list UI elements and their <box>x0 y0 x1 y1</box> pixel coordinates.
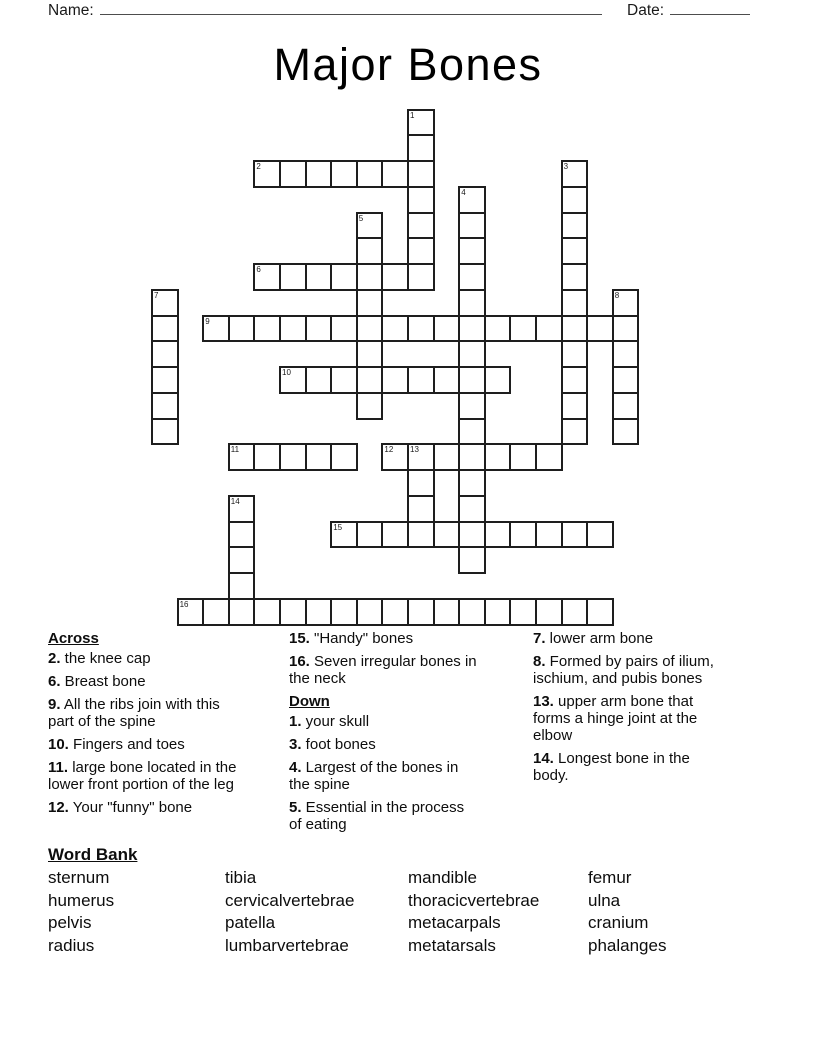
clue-12 <box>48 799 244 816</box>
word-bank-item: radius <box>48 935 95 955</box>
word-bank-item: mandible <box>408 868 477 887</box>
word-bank-item: sternum <box>48 868 110 887</box>
cell-number: 2 <box>256 162 261 172</box>
grid-cell <box>561 289 589 317</box>
word-bank-item: lumbarvertebrae <box>225 935 349 955</box>
grid-cell <box>228 521 256 549</box>
grid-cell <box>612 392 640 420</box>
clue-8 <box>533 653 723 687</box>
word-bank-item: metatarsals <box>408 935 496 955</box>
grid-cell <box>561 315 589 343</box>
clue-number: 7. <box>533 630 546 647</box>
word-bank-item: metacarpals <box>408 913 501 933</box>
clue-text: foot bones <box>301 736 376 753</box>
grid-cell <box>433 443 461 471</box>
grid-cell <box>612 366 640 394</box>
grid-cell <box>279 443 307 471</box>
grid-cell <box>407 212 435 240</box>
clue-text: Formed by pairs of ilium, ischium, and pubis bones <box>533 653 714 687</box>
grid-cell <box>561 521 589 549</box>
grid-cell <box>535 521 563 549</box>
grid-cell <box>381 366 409 394</box>
clue-7 <box>533 630 723 647</box>
grid-cell <box>458 366 486 394</box>
clue-text: upper arm bone that forms a hinge joint at the elbow <box>533 693 698 744</box>
grid-cell <box>407 315 435 343</box>
crossword-grid <box>151 109 638 625</box>
grid-cell <box>458 418 486 446</box>
clue-5 <box>289 799 480 833</box>
grid-cell <box>151 366 179 394</box>
clue-text: Essential in the process of eating <box>289 799 465 833</box>
grid-cell <box>561 160 589 188</box>
word-bank-item: tibia <box>225 868 257 887</box>
grid-cell <box>407 598 435 626</box>
clue-number: 13. <box>533 693 554 710</box>
grid-cell <box>381 521 409 549</box>
clue-6 <box>48 673 244 690</box>
clue-column-2 <box>289 630 480 839</box>
grid-cell <box>458 289 486 317</box>
grid-cell <box>356 392 384 420</box>
clue-number: 15. <box>289 630 310 647</box>
clue-text: Fingers and toes <box>68 736 185 753</box>
grid-cell <box>484 443 512 471</box>
grid-cell <box>458 392 486 420</box>
grid-cell <box>407 109 435 137</box>
grid-cell <box>433 521 461 549</box>
date-blank-line <box>670 1 750 15</box>
grid-cell <box>228 315 256 343</box>
grid-cell <box>253 160 281 188</box>
word-bank-item: patella <box>225 913 276 933</box>
word-bank-item: cervicalvertebrae <box>225 890 355 910</box>
clue-text: Your "funny" bone <box>68 799 193 816</box>
word-bank-item: humerus <box>48 890 115 910</box>
name-blank-line <box>100 1 602 15</box>
grid-cell <box>356 289 384 317</box>
grid-cell <box>561 212 589 240</box>
grid-cell <box>356 160 384 188</box>
grid-cell <box>279 315 307 343</box>
date-label: Date: <box>627 2 665 19</box>
clue-text: large bone located in the lower front portion of the leg <box>48 759 237 793</box>
grid-cell <box>586 315 614 343</box>
grid-cell <box>458 340 486 368</box>
clue-10 <box>48 736 244 753</box>
grid-cell <box>561 186 589 214</box>
cell-number: 5 <box>358 213 364 223</box>
grid-cell <box>535 598 563 626</box>
grid-cell <box>202 315 230 343</box>
grid-cell <box>381 598 409 626</box>
grid-cell <box>151 418 179 446</box>
clue-text: lower arm bone <box>545 630 654 647</box>
grid-cell <box>458 443 486 471</box>
cell-number: 14 <box>230 496 240 506</box>
grid-cell <box>407 366 435 394</box>
clue-number: 8. <box>533 653 546 670</box>
cell-number: 16 <box>179 599 189 609</box>
clue-11 <box>48 759 244 793</box>
word-bank-item: thoracicvertebrae <box>408 890 540 910</box>
grid-cell <box>586 521 614 549</box>
grid-cell <box>253 598 281 626</box>
clue-number: 5. <box>289 799 302 816</box>
clue-number: 1. <box>289 713 302 730</box>
clue-number: 6. <box>48 673 61 690</box>
grid-cell <box>407 469 435 497</box>
grid-cell <box>279 263 307 291</box>
grid-cell <box>433 315 461 343</box>
clue-13 <box>533 693 723 744</box>
grid-cell <box>535 315 563 343</box>
grid-cell <box>407 521 435 549</box>
grid-cell <box>407 443 435 471</box>
page-title: Major Bones <box>273 39 543 90</box>
clue-number: 12. <box>48 799 69 816</box>
clue-text: the knee cap <box>60 650 151 667</box>
grid-cell <box>305 160 333 188</box>
grid-cell <box>330 263 358 291</box>
grid-cell <box>253 443 281 471</box>
grid-cell <box>228 572 256 600</box>
grid-cell <box>612 289 640 317</box>
grid-cell <box>407 186 435 214</box>
grid-cell <box>177 598 205 626</box>
clue-1 <box>289 713 480 730</box>
grid-cell <box>561 237 589 265</box>
grid-cell <box>484 366 512 394</box>
clue-text: Seven irregular bones in the neck <box>289 653 477 687</box>
grid-cell <box>407 263 435 291</box>
name-field <box>48 1 602 20</box>
clue-2 <box>48 650 244 667</box>
grid-cell <box>356 263 384 291</box>
grid-cell <box>407 495 435 523</box>
grid-cell <box>253 315 281 343</box>
grid-cell <box>561 263 589 291</box>
grid-cell <box>433 598 461 626</box>
word-bank-item: phalanges <box>588 935 667 955</box>
clue-3 <box>289 736 480 753</box>
clue-number: 4. <box>289 759 302 776</box>
grid-cell <box>484 598 512 626</box>
name-label: Name: <box>48 2 94 19</box>
grid-cell <box>458 263 486 291</box>
cell-number: 1 <box>410 110 415 120</box>
grid-cell <box>228 546 256 574</box>
clue-number: 10. <box>48 736 69 753</box>
grid-cell <box>305 598 333 626</box>
clue-number: 11. <box>48 759 69 776</box>
grid-cell <box>305 263 333 291</box>
grid-cell <box>458 315 486 343</box>
grid-cell <box>305 366 333 394</box>
clue-number: 16. <box>289 653 310 670</box>
grid-cell <box>228 443 256 471</box>
grid-cell <box>509 598 537 626</box>
grid-cell <box>151 315 179 343</box>
grid-cell <box>330 443 358 471</box>
clue-number: 2. <box>48 650 61 667</box>
clue-4 <box>289 759 480 793</box>
grid-cell <box>381 263 409 291</box>
cell-number: 8 <box>614 290 620 300</box>
grid-cell <box>458 237 486 265</box>
grid-cell <box>279 160 307 188</box>
grid-cell <box>356 366 384 394</box>
word-bank-item: cranium <box>588 913 649 933</box>
grid-cell <box>484 315 512 343</box>
cell-number: 4 <box>461 187 466 197</box>
grid-cell <box>509 315 537 343</box>
grid-cell <box>330 366 358 394</box>
grid-cell <box>458 186 486 214</box>
grid-cell <box>356 521 384 549</box>
grid-cell <box>561 366 589 394</box>
grid-cell <box>561 340 589 368</box>
grid-cell <box>279 366 307 394</box>
grid-cell <box>151 392 179 420</box>
grid-cell <box>279 598 307 626</box>
word-bank-column <box>48 867 114 957</box>
clue-text: Longest bone in the body. <box>533 750 690 784</box>
grid-cell <box>356 340 384 368</box>
grid-cell <box>202 598 230 626</box>
down-heading: Down <box>289 693 330 710</box>
date-field <box>627 1 750 20</box>
grid-cell <box>612 315 640 343</box>
grid-cell <box>561 598 589 626</box>
grid-cell <box>381 160 409 188</box>
grid-cell <box>305 315 333 343</box>
cell-number: 3 <box>563 162 569 172</box>
grid-cell <box>305 443 333 471</box>
clue-text: Largest of the bones in the spine <box>289 759 459 793</box>
word-bank-heading: Word Bank <box>48 845 138 864</box>
grid-cell <box>407 237 435 265</box>
grid-cell <box>458 546 486 574</box>
grid-cell <box>356 315 384 343</box>
grid-cell <box>535 443 563 471</box>
clue-text: Breast bone <box>60 673 146 690</box>
cell-number: 7 <box>154 290 159 300</box>
word-bank-item: ulna <box>588 890 621 910</box>
grid-cell <box>330 598 358 626</box>
clue-number: 14. <box>533 750 554 767</box>
cell-number: 6 <box>256 265 261 275</box>
grid-cell <box>458 495 486 523</box>
grid-cell <box>458 521 486 549</box>
grid-cell <box>228 495 256 523</box>
grid-cell <box>356 598 384 626</box>
grid-cell <box>356 237 384 265</box>
clue-column-3 <box>533 630 723 790</box>
grid-cell <box>407 134 435 162</box>
grid-cell <box>561 418 589 446</box>
grid-cell <box>458 212 486 240</box>
word-bank-item: femur <box>588 868 632 887</box>
cell-number: 11 <box>230 445 240 455</box>
clue-text: "Handy" bones <box>309 630 414 647</box>
grid-cell <box>509 443 537 471</box>
clue-15 <box>289 630 480 647</box>
grid-cell <box>253 263 281 291</box>
cell-number: 12 <box>384 445 394 455</box>
cell-number: 9 <box>205 316 210 326</box>
grid-cell <box>458 469 486 497</box>
cell-number: 13 <box>410 445 419 455</box>
clue-text: your skull <box>301 713 370 730</box>
clue-text: All the ribs join with this part of the spine <box>48 696 220 730</box>
across-heading: Across <box>48 630 99 647</box>
grid-cell <box>433 366 461 394</box>
word-bank-column <box>225 867 354 957</box>
grid-cell <box>151 340 179 368</box>
grid-cell <box>381 443 409 471</box>
grid-cell <box>612 340 640 368</box>
grid-cell <box>151 289 179 317</box>
clue-9 <box>48 696 244 730</box>
clue-number: 3. <box>289 736 302 753</box>
word-bank-column <box>408 867 539 957</box>
grid-cell <box>407 160 435 188</box>
word-bank-column <box>588 867 666 957</box>
clue-column-1 <box>48 630 244 822</box>
clue-16 <box>289 653 480 687</box>
clue-number: 9. <box>48 696 61 713</box>
grid-cell <box>381 315 409 343</box>
grid-cell <box>330 521 358 549</box>
grid-cell <box>561 392 589 420</box>
cell-number: 15 <box>333 522 343 532</box>
grid-cell <box>612 418 640 446</box>
grid-cell <box>586 598 614 626</box>
grid-cell <box>330 160 358 188</box>
grid-cell <box>484 521 512 549</box>
clue-14 <box>533 750 723 784</box>
grid-cell <box>330 315 358 343</box>
grid-cell <box>458 598 486 626</box>
cell-number: 10 <box>282 368 291 378</box>
grid-cell <box>509 521 537 549</box>
grid-cell <box>228 598 256 626</box>
grid-cell <box>356 212 384 240</box>
word-bank-item: pelvis <box>48 913 92 933</box>
